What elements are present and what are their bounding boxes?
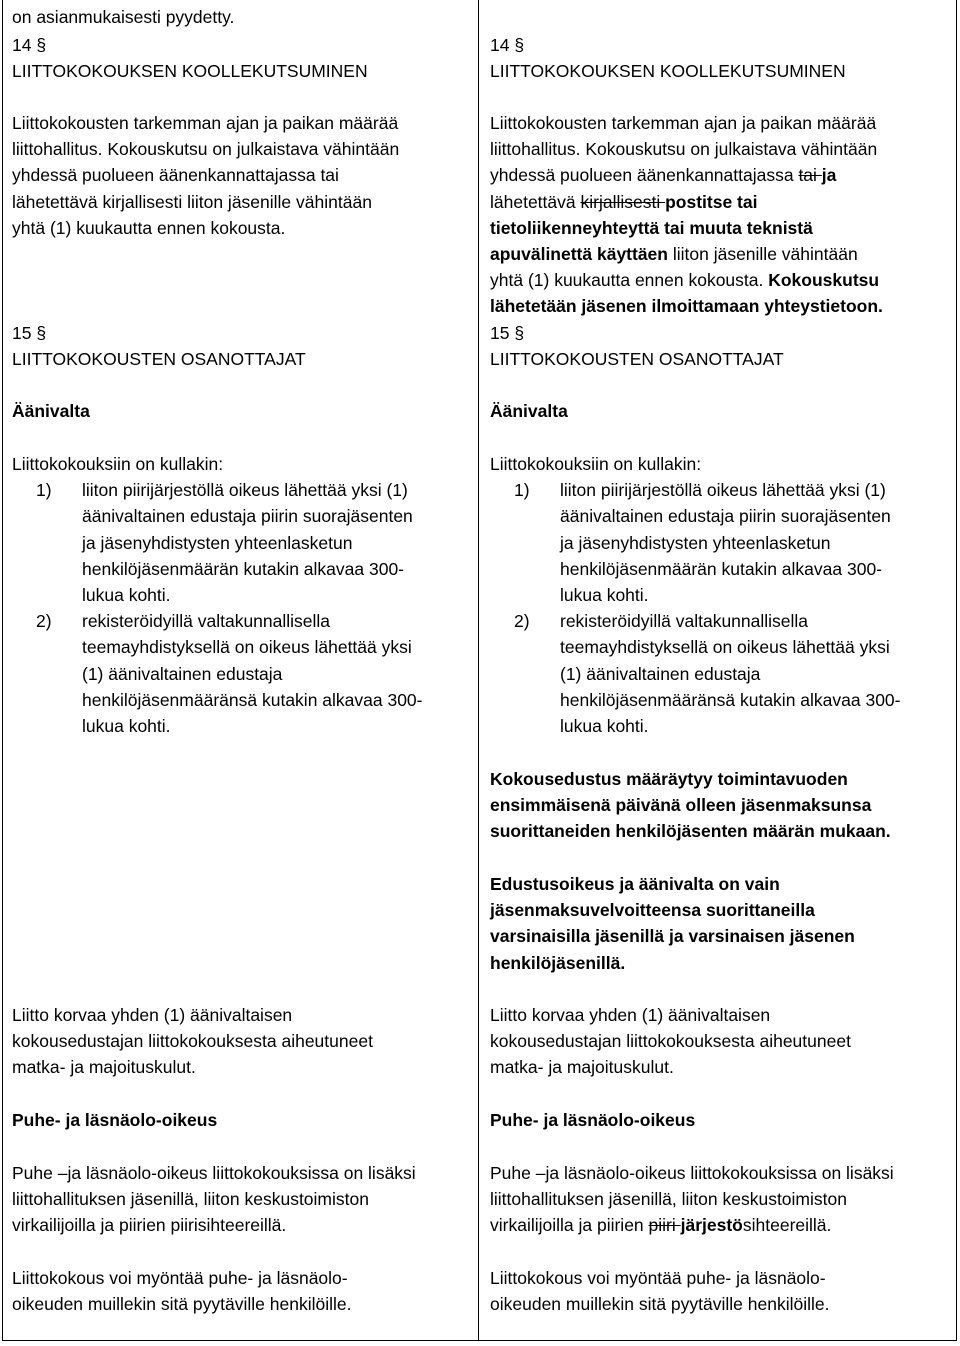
inserted-text: järjestö: [680, 1215, 743, 1236]
right-voting-heading: Äänivalta: [490, 401, 568, 421]
list-item-line: liiton piirijärjestöllä oikeus lähettää yksi (1): [560, 480, 886, 501]
right-compensation-line: kokousedustajan liittokokouksesta aiheutuneet: [490, 1031, 851, 1052]
text: yhtä (1) kuukautta ennen kokousta.: [490, 270, 769, 291]
left-sec14-line: lähetettävä kirjallisesti liiton jäsenille vähintään: [12, 191, 372, 212]
list-item-line: teemayhdistyksellä on oikeus lähettää yksi: [560, 637, 890, 658]
right-speech-heading-block: [490, 1107, 952, 1133]
list-item-line: henkilöjäsenmäärän kutakin alkavaa 300-: [82, 558, 405, 579]
left-section-14: [12, 32, 474, 84]
deleted-text: tai: [798, 165, 822, 186]
left-compensation-line: Liitto korvaa yhden (1) äänivaltaisen: [12, 1005, 293, 1025]
left-speech-line: Puhe –ja läsnäolo-oikeus liittokokouksissa on lisäksi: [12, 1163, 416, 1183]
list-item-line: äänivaltainen edustaja piirin suorajäsenten: [82, 506, 413, 527]
left-voting-heading: Äänivalta: [12, 401, 90, 421]
left-sec15-number: 15 §: [12, 323, 47, 343]
left-speech-line: virkailijoilla ja piirien piirisihteereillä.: [12, 1215, 287, 1236]
list-item-line: (1) äänivaltainen edustaja: [82, 663, 283, 684]
left-grant-line: oikeuden muillekin sitä pyytäville henkilöille.: [12, 1294, 352, 1315]
left-top-fragment: on asianmukaisesti pyydetty.: [12, 7, 235, 27]
list-item-line: äänivaltainen edustaja piirin suorajäsenten: [560, 506, 891, 527]
right-speech-line: Puhe –ja läsnäolo-oikeus liittokokouksissa on lisäksi: [490, 1163, 894, 1183]
right-voting-intro: Liittokokouksiin on kullakin:: [490, 454, 702, 474]
right-voting-list: [490, 477, 952, 739]
list-item: [12, 608, 474, 739]
list-item-line: (1) äänivaltainen edustaja: [560, 663, 761, 684]
right-speech-heading: Puhe- ja läsnäolo-oikeus: [490, 1110, 696, 1130]
left-speech-body: [12, 1160, 474, 1239]
list-item-number: 1): [36, 480, 52, 501]
left-section-15: [12, 320, 474, 372]
right-speech-line: [490, 1212, 952, 1238]
right-voting-block: [490, 451, 952, 739]
left-sec14-line: yhdessä puolueen äänenkannattajassa tai: [12, 165, 339, 186]
right-speech-body: [490, 1160, 952, 1239]
left-voting-intro: Liittokokouksiin on kullakin:: [12, 454, 224, 474]
left-compensation: [12, 1002, 474, 1081]
list-item: [490, 608, 952, 739]
inserted-text: Kokousedustus määräytyy toimintavuoden: [490, 769, 848, 789]
right-sec14-body: [490, 110, 952, 320]
inserted-text: henkilöjäsenillä.: [490, 952, 626, 973]
list-item-number: 1): [514, 480, 530, 501]
right-sec14-line: Liittokokousten tarkemman ajan ja paikan määrää: [490, 113, 877, 133]
list-item: [12, 477, 474, 608]
inserted-text: varsinaisilla jäsenillä ja varsinaisen jäsenen: [490, 926, 855, 947]
text: sihteereillä.: [742, 1215, 832, 1236]
deleted-text: piiri: [648, 1215, 681, 1236]
inserted-text: tietoliikenneyhteyttä tai muuta teknistä: [490, 217, 813, 238]
list-item-line: rekisteröidyillä valtakunnallisella: [560, 611, 809, 632]
right-delegation-body: [490, 766, 952, 845]
right-section-15: [490, 320, 952, 372]
inserted-text: postitse tai: [665, 191, 758, 212]
list-item: [490, 477, 952, 608]
right-voting-heading-block: [490, 398, 952, 424]
left-compensation-line: kokousedustajan liittokokouksesta aiheutuneet: [12, 1031, 373, 1052]
left-sec14-line: liittohallitus. Kokouskutsu on julkaistava vähintään: [12, 139, 400, 160]
list-item-line: lukua kohti.: [560, 716, 649, 737]
left-sec14-line: yhtä (1) kuukautta ennen kokousta.: [12, 217, 286, 238]
left-grant-line: Liittokokous voi myöntää puhe- ja läsnäolo-: [12, 1268, 348, 1288]
inserted-text: jäsenmaksuvelvoitteensa suorittaneilla: [490, 900, 815, 921]
left-top-fragment-block: [12, 4, 474, 30]
left-sec14-number: 14 §: [12, 35, 47, 55]
list-item-line: liiton piirijärjestöllä oikeus lähettää yksi (1): [82, 480, 408, 501]
left-voting-block: [12, 451, 474, 739]
left-voting-list: [12, 477, 474, 739]
text: liiton jäsenille vähintään: [667, 244, 858, 265]
right-grant-line: oikeuden muillekin sitä pyytäville henkilöille.: [490, 1294, 830, 1315]
right-sec14-line: liittohallitus. Kokouskutsu on julkaistava vähintään: [490, 139, 878, 160]
inserted-text: Edustusoikeus ja äänivalta on vain: [490, 874, 780, 894]
right-sec14-line: [490, 267, 952, 293]
left-sec14-title: LIITTOKOKOUKSEN KOOLLEKUTSUMINEN: [12, 61, 368, 82]
right-sec14-line: [490, 162, 952, 188]
text: virkailijoilla ja piirien: [490, 1215, 649, 1236]
text: lähetettävä: [490, 191, 581, 212]
left-voting-heading-block: [12, 398, 474, 424]
right-sec15-title: LIITTOKOKOUSTEN OSANOTTAJAT: [490, 349, 784, 370]
inserted-text: ensimmäisenä päivänä olleen jäsenmaksunsa: [490, 795, 872, 816]
text: yhdessä puolueen äänenkannattajassa: [490, 165, 799, 186]
inserted-text: Kokouskutsu: [768, 270, 880, 291]
list-item-line: henkilöjäsenmääränsä kutakin alkavaa 300-: [560, 689, 901, 710]
right-sec14-number: 14 §: [490, 35, 525, 55]
inserted-text: lähetetään jäsenen ilmoittamaan yhteystietoon.: [490, 296, 883, 317]
list-item-line: lukua kohti.: [82, 716, 171, 737]
right-speech-line: liittohallituksen jäsenillä, liiton keskustoimiston: [490, 1189, 847, 1210]
right-section-14: [490, 32, 952, 84]
right-representation-body: [490, 871, 952, 976]
left-sec14-body: [12, 110, 474, 241]
left-sec14-line: Liittokokousten tarkemman ajan ja paikan määrää: [12, 113, 399, 133]
left-speech-heading: Puhe- ja läsnäolo-oikeus: [12, 1110, 218, 1130]
right-grant-body: [490, 1265, 952, 1317]
list-item-line: lukua kohti.: [560, 585, 649, 606]
right-sec14-line: [490, 241, 952, 267]
inserted-text: apuvälinettä käyttäen: [490, 244, 668, 265]
list-item-number: 2): [514, 611, 530, 632]
right-compensation-line: matka- ja majoituskulut.: [490, 1057, 674, 1078]
right-sec14-title: LIITTOKOKOUKSEN KOOLLEKUTSUMINEN: [490, 61, 846, 82]
list-item-line: henkilöjäsenmäärän kutakin alkavaa 300-: [560, 558, 883, 579]
column-divider: [478, 0, 479, 1341]
left-grant-body: [12, 1265, 474, 1317]
right-compensation: [490, 1002, 952, 1081]
left-sec15-title: LIITTOKOKOUSTEN OSANOTTAJAT: [12, 349, 306, 370]
list-item-line: rekisteröidyillä valtakunnallisella: [82, 611, 331, 632]
left-compensation-line: matka- ja majoituskulut.: [12, 1057, 196, 1078]
list-item-line: teemayhdistyksellä on oikeus lähettää yksi: [82, 637, 412, 658]
right-sec15-number: 15 §: [490, 323, 525, 343]
list-item-line: ja jäsenyhdistysten yhteenlasketun: [560, 532, 831, 553]
left-speech-line: liittohallituksen jäsenillä, liiton keskustoimiston: [12, 1189, 369, 1210]
deleted-text: kirjallisesti: [580, 191, 666, 212]
right-grant-line: Liittokokous voi myöntää puhe- ja läsnäolo-: [490, 1268, 826, 1288]
right-compensation-line: Liitto korvaa yhden (1) äänivaltaisen: [490, 1005, 771, 1025]
list-item-number: 2): [36, 611, 52, 632]
list-item-line: ja jäsenyhdistysten yhteenlasketun: [82, 532, 353, 553]
inserted-text: suorittaneiden henkilöjäsenten määrän mukaan.: [490, 821, 891, 842]
right-sec14-line: [490, 189, 952, 215]
list-item-line: henkilöjäsenmääränsä kutakin alkavaa 300-: [82, 689, 423, 710]
list-item-line: lukua kohti.: [82, 585, 171, 606]
inserted-text: ja: [821, 165, 837, 186]
left-speech-heading-block: [12, 1107, 474, 1133]
